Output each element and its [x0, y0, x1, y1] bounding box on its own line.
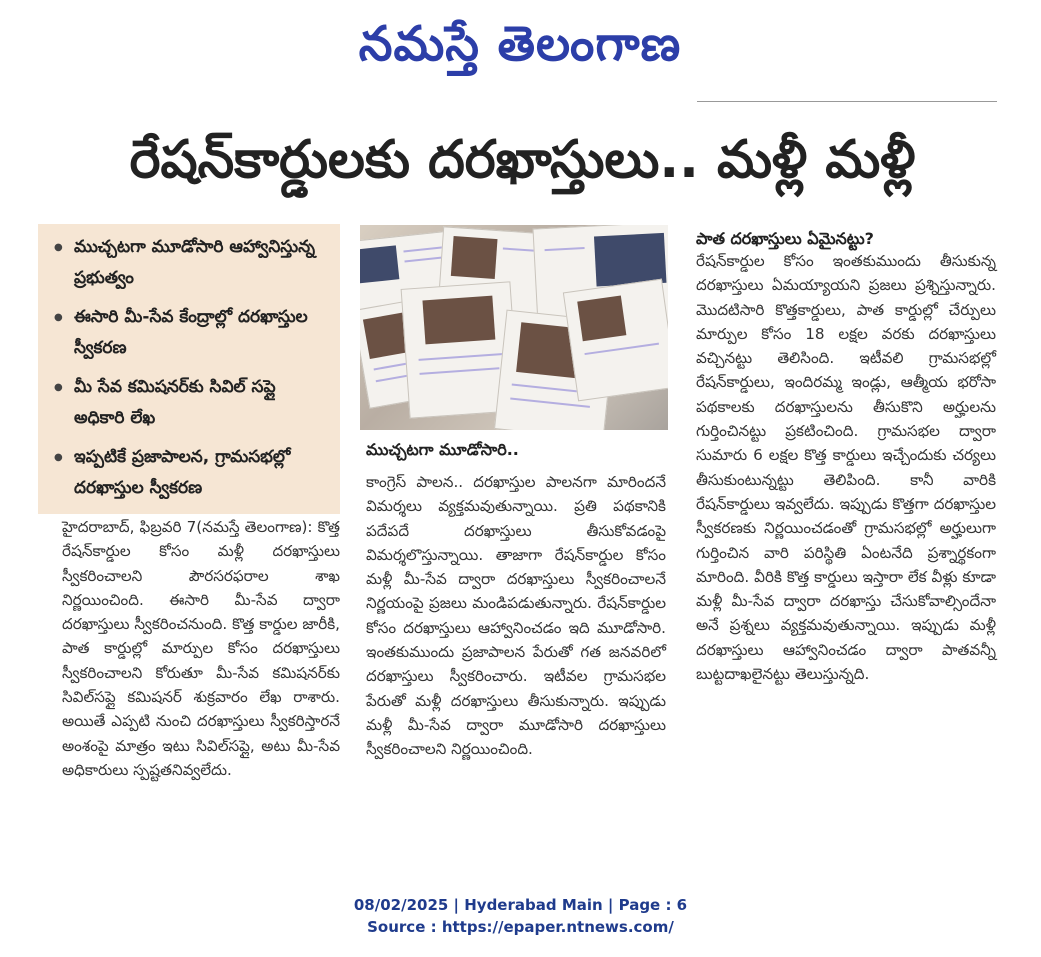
highlights-box	[38, 224, 340, 514]
highlight-item: ● ముచ్చటగా మూడోసారి ఆహ్వానిస్తున్న ప్రభుత్వం	[60, 232, 330, 294]
highlight-item: ● మీ సేవ కమిషనర్‌కు సివిల్ సప్లై అధికారి లేఖ	[60, 372, 330, 434]
footer-source: Source : https://epaper.ntnews.com/	[367, 918, 674, 936]
article-column-1: హైదరాబాద్, ఫిబ్రవరి 7(నమస్తే తెలంగాణ): కొత్త రేషన్‌కార్డుల కోసం మళ్లీ దరఖాస్తులు స్వీకరించాలని పౌరసరఫరాల శాఖ నిర్ణయించింది. ఈసారి మీ-సేవ ద్వారా దరఖాస్తులు స్వీకరించనుంది. కొత్త కార్డుల జారీకి, పాత కార్డుల్లో మార్పుల కోసం దరఖాస్తులు స్వీకరించాలని కోరుతూ మీ-సేవ కమిషనర్‌కు సివిల్‌సప్లై కమిషనర్ శుక్రవారం లేఖ రాశారు. అయితే ఎప్పటి నుంచి దరఖాస్తులు స్వీకరిస్తారనే అంశంపై మాత్రం ఇటు సివిల్‌సప్లై, అటు మీ-సేవ అధికారులు స్పష్టతనివ్వలేదు.	[62, 518, 340, 779]
highlight-item: ● ఇప్పటికే ప్రజాపాలన, గ్రామసభల్లో దరఖాస్తుల స్వీకరణ	[60, 442, 330, 504]
column-3-subheading: పాత దరఖాస్తులు ఏమైనట్టు?	[696, 229, 874, 248]
highlight-item: ● ఈసారి మీ-సేవ కేంద్రాల్లో దరఖాస్తుల స్వీకరణ	[60, 302, 330, 364]
divider-rule	[697, 101, 997, 102]
article-column-2: కాంగ్రెస్ పాలన.. దరఖాస్తుల పాలనగా మారిందనే విమర్శలు వ్యక్తమవుతున్నాయి. ప్రతి పథకానికి పదేపదే దరఖాస్తులు తీసుకోవడంపై విమర్శలొస్తున్నాయి. తాజాగా రేషన్‌కార్డుల కోసం మళ్లీ మీ-సేవ ద్వారా దరఖాస్తులు స్వీకరించాలనే నిర్ణయంపై ప్రజలు మండిపడుతున్నారు. రేషన్‌కార్డుల కోసం దరఖాస్తులు ఆహ్వానించడం ఇది మూడోసారి. ఇంతకుముందు ప్రజాపాలన పేరుతో గత జనవరిలో దరఖాస్తులు స్వీకరించారు. ఇటీవల గ్రామసభల పేరుతో మళ్లీ దరఖాస్తులు తీసుకున్నారు. ఇప్పుడు మళ్లీ మీ-సేవ ద్వారా మూడోసారి దరఖాస్తులు స్వీకరించాలని నిర్ణయించింది.	[366, 473, 666, 759]
ration-cards-photo	[360, 225, 668, 430]
article-column-3: రేషన్‌కార్డుల కోసం ఇంతకుముందు తీసుకున్న దరఖాస్తులు ఏమయ్యాయని ప్రజలు ప్రశ్నిస్తున్నారు. మొదటిసారి కొత్తకార్డులు, పాత కార్డుల్లో చేర్పులు మార్పుల కోసం 18 లక్షల వరకు దరఖాస్తులు వచ్చినట్టు తెలిసింది. ఇటీవలి గ్రామసభల్లో రేషన్‌కార్డులు, ఇందిరమ్మ ఇండ్లు, ఆత్మీయ భరోసా పథకాలకు దరఖాస్తులను తీసుకొని అర్హులను గుర్తించినట్టు ప్రకటించింది. గ్రామసభల ద్వారా సుమారు 6 లక్షల కొత్త కార్డులు ఇచ్చేందుకు చర్యలు తీసుకుంటున్నట్టు తెలిపింది. కానీ వారికి రేషన్‌కార్డులు ఇవ్వలేదు. ఇప్పుడు కొత్తగా దరఖాస్తుల స్వీకరణకు నిర్ణయించడంతో గ్రామసభల్లో అర్హులుగా గుర్తించిన వారి పరిస్థితి ఏంటనేది ప్రశ్నార్థకంగా మారింది. వీరికి కొత్త కార్డులు ఇస్తారా లేక వీళ్లు కూడా మళ్లీ మీ-సేవ ద్వారా దరఖాస్తు చేసుకోవాల్సిందేనా అనే ప్రశ్నలు వ్యక్తమవుతున్నాయి. ఇప్పుడు మళ్లీ దరఖాస్తులు ఆహ్వానించడం ద్వారా పాతవన్నీ బుట్టదాఖలైనట్టు తెలుస్తున్నది.	[696, 252, 996, 684]
masthead-logo: నమస్తే తెలంగాణ	[358, 16, 682, 72]
column-2-subheading: ముచ్చటగా మూడోసారి..	[366, 440, 519, 459]
footer-dateline: 08/02/2025 | Hyderabad Main | Page : 6	[353, 896, 688, 914]
headline: రేషన్‌కార్డులకు దరఖాస్తులు.. మళ్లీ మళ్లీ	[129, 130, 916, 190]
